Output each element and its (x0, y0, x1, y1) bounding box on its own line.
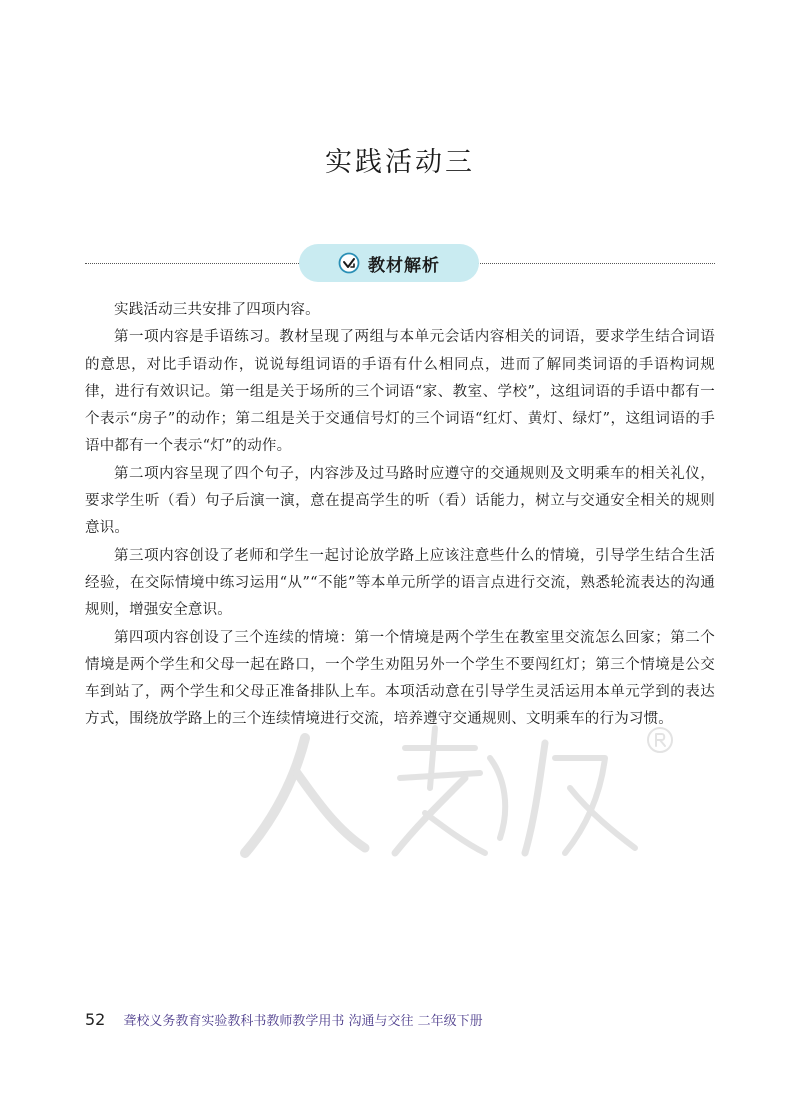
section-header (85, 244, 715, 284)
section-label-pill (299, 244, 479, 282)
paragraph: 第一项内容是手语练习。教材呈现了两组与本单元会话内容相关的词语，要求学生结合词语的意思，对比手语动作，说说每组词语的手语有什么相同点，进而了解同类词语的手语构词规律，进行有效识记。第一组是关于场所的三个词语“家、教室、学校”，这组词语的手语中都有一个表示“房子”的动作；第二组是关于交通信号灯的三个词语“红灯、黄灯、绿灯”，这组词语的手语中都有一个表示“灯”的动作。 (85, 329, 715, 455)
page-footer (85, 1010, 483, 1029)
paragraph: 第三项内容创设了老师和学生一起讨论放学路上应该注意些什么的情境，引导学生结合生活经验，在交际情境中练习运用“从”“不能”等本单元所学的语言点进行交流，熟悉轮流表达的沟通规则，增强安全意识。 (85, 547, 715, 619)
paragraph: 实践活动三共安排了四项内容。 (114, 302, 320, 318)
paragraph: 第二项内容呈现了四个句子，内容涉及过马路时应遵守的交通规则及文明乘车的相关礼仪，要求学生听（看）句子后演一演，意在提高学生的听（看）话能力，树立与交通安全相关的规则意识。 (85, 465, 715, 537)
check-arrow-icon (338, 252, 360, 274)
page-number: 52 (85, 1010, 106, 1029)
publisher-watermark-logo (235, 718, 675, 868)
section-label: 教材解析 (368, 255, 440, 276)
paragraph: 第四项内容创设了三个连续的情境：第一个情境是两个学生在教室里交流怎么回家；第二个情境是两个学生和父母一起在路口，一个学生劝阻另外一个学生不要闯红灯；第三个情境是公交车到站了，两个学生和父母正准备排队上车。本项活动意在引导学生灵活运用本单元学到的表达方式，围绕放学路上的三个连续情境进行交流，培养遵守交通规则、文明乘车的行为习惯。 (85, 629, 715, 728)
book-title: 聋校义务教育实验教科书教师教学用书 沟通与交往 二年级下册 (123, 1014, 483, 1029)
body-text (85, 297, 715, 734)
page-title: 实践活动三 (325, 147, 475, 178)
